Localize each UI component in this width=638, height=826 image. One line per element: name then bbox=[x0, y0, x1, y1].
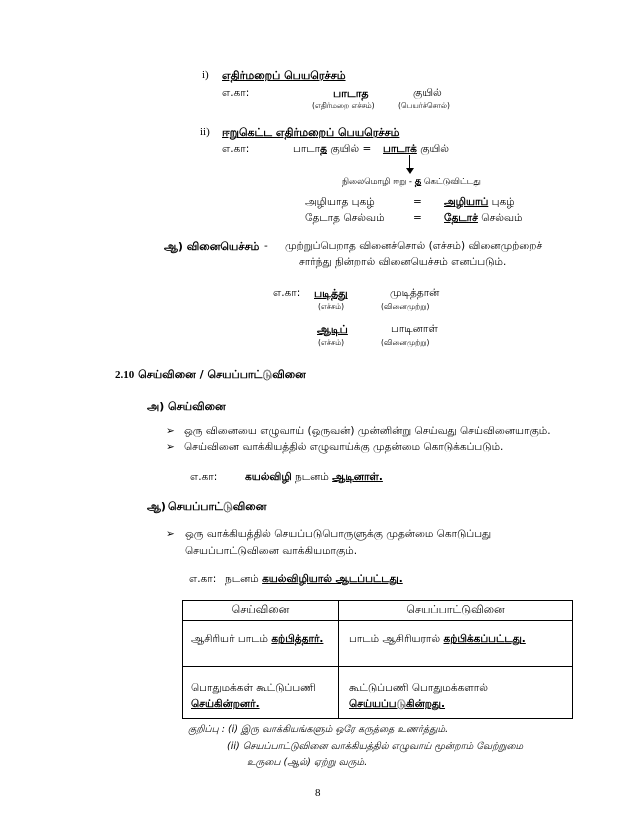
annotation-negative-participle: (எதிர்மறை எச்சம்) bbox=[312, 101, 375, 110]
bullet-arrow-icon: ➢ bbox=[166, 528, 175, 540]
voice-comparison-table bbox=[182, 600, 573, 719]
equals-sign: = bbox=[413, 196, 422, 208]
table-row bbox=[183, 621, 573, 667]
column-header-passive: செயப்பாட்டுவினை bbox=[339, 601, 573, 621]
table-cell: கூட்டுப்பணி பொதுமக்களால் செய்யப்படுகின்றது. bbox=[339, 667, 573, 719]
definition-line-1: முற்றுப்பெறாத வினைச்சொல் (எச்சம்) வினைமுற்றைச் bbox=[285, 240, 543, 252]
column-header-active: செய்வினை bbox=[183, 601, 339, 621]
ending-dropped-note: நிலைமொழி ஈறு - த கெட்டுவிட்டது bbox=[342, 176, 481, 187]
item-number-i: i) bbox=[202, 69, 209, 81]
arrowhead-icon bbox=[406, 168, 414, 174]
subsection-label-aa: ஆ) bbox=[147, 500, 166, 513]
definition-line-2: சார்ந்து நின்றால் வினையெச்சம் எனப்படும். bbox=[299, 256, 507, 268]
table-cell: ஆசிரியர் பாடம் கற்பித்தார். bbox=[183, 621, 339, 667]
page-number: 8 bbox=[315, 787, 321, 799]
table-cell: பொதுமக்கள் கூட்டுப்பணி செய்கின்றனர். bbox=[183, 667, 339, 719]
annotation-finite-verb: (வினைமுற்று) bbox=[381, 302, 430, 311]
note-line-1: குறிப்பு : (i) இரு வாக்கியங்களும் ஒரே கருத்தை உணர்த்தும். bbox=[188, 724, 449, 735]
example-thedaatha: தேடாத செல்வம் bbox=[305, 212, 385, 224]
example-sentence: நடனம் கயல்விழியால் ஆடப்பட்டது. bbox=[225, 573, 403, 585]
example-aziyaap: அழியாப் புகழ் bbox=[444, 196, 515, 208]
section-heading: 2.10 செய்வினை / செயப்பாட்டுவினை bbox=[115, 368, 306, 381]
example-word-aadip: ஆடிப் bbox=[317, 323, 348, 336]
example-label: எ.கா: bbox=[190, 471, 218, 483]
example-aziyaatha: அழியாத புகழ் bbox=[305, 196, 375, 208]
table-cell: பாடம் ஆசிரியரால் கற்பிக்கப்பட்டது. bbox=[339, 621, 573, 667]
heading-adverbial-participle: ஆ) வினையெச்சம் bbox=[164, 240, 260, 253]
example-label: எ.கா: bbox=[222, 143, 250, 155]
example-word-padiththu: படித்து bbox=[314, 287, 348, 300]
annotation-participle: (எச்சம்) bbox=[318, 338, 345, 347]
equals-sign: = bbox=[413, 212, 422, 224]
annotation-participle: (எச்சம்) bbox=[318, 302, 345, 311]
example-label: எ.கா: bbox=[222, 87, 250, 99]
example-label: எ.கா: bbox=[273, 287, 301, 299]
example-result: பாடாக் குயில் bbox=[383, 143, 449, 155]
table-header-row bbox=[183, 601, 573, 621]
example-sentence: கயல்விழி நடனம் ஆடினாள். bbox=[245, 471, 383, 483]
bullet-text: ஒரு வினையை எழுவாய் (ஒருவன்) முன்னின்று செய்வது செய்வினையாகும். bbox=[184, 425, 551, 437]
heading-negative-relative-participle: எதிர்மறைப் பெயரெச்சம் bbox=[222, 69, 346, 82]
dash: - bbox=[264, 240, 268, 252]
item-number-ii: ii) bbox=[200, 126, 210, 138]
bullet-text: செய்வினை வாக்கியத்தில் எழுவாய்க்கு முதன்மை கொடுக்கப்படும். bbox=[184, 441, 504, 453]
example-word-kuyil: குயில் bbox=[413, 87, 442, 99]
note-line-3: உருபை (ஆல்) ஏற்று வரும். bbox=[247, 757, 368, 768]
example-word-paadinaal: பாடினாள் bbox=[391, 323, 438, 335]
bullet-text-line-1: ஒரு வாக்கியத்தில் செயப்படுபொருளுக்கு முதன்மை கொடுப்பது bbox=[185, 528, 492, 540]
table-row bbox=[183, 667, 573, 719]
bullet-arrow-icon: ➢ bbox=[166, 441, 175, 453]
annotation-noun: (பெயர்ச்சொல்) bbox=[398, 101, 450, 110]
example-label: எ.கா: bbox=[189, 573, 217, 585]
note-line-2: (ii) செயப்பாட்டுவினை வாக்கியத்தில் எழுவாய் மூன்றாம் வேற்றுமை bbox=[227, 741, 524, 752]
example-word-paadaatha: பாடாத bbox=[333, 87, 369, 100]
example-equation: பாடாத குயில் = bbox=[293, 143, 372, 155]
subsection-title-active-voice: செய்வினை bbox=[168, 400, 226, 413]
example-thedaach: தேடாச் செல்வம் bbox=[444, 212, 523, 224]
annotation-finite-verb: (வினைமுற்று) bbox=[381, 338, 430, 347]
bullet-arrow-icon: ➢ bbox=[166, 425, 175, 437]
example-word-mudiththaan: முடித்தான் bbox=[390, 287, 440, 299]
bullet-text-line-2: செயப்பாட்டுவினை வாக்கியமாகும். bbox=[185, 545, 358, 557]
heading-truncated-negative-participle: ஈறுகெட்ட எதிர்மறைப் பெயரெச்சம் bbox=[222, 126, 400, 139]
subsection-label-a: அ) bbox=[147, 400, 165, 413]
subsection-title-passive-voice: செயப்பாட்டுவினை bbox=[168, 500, 267, 513]
